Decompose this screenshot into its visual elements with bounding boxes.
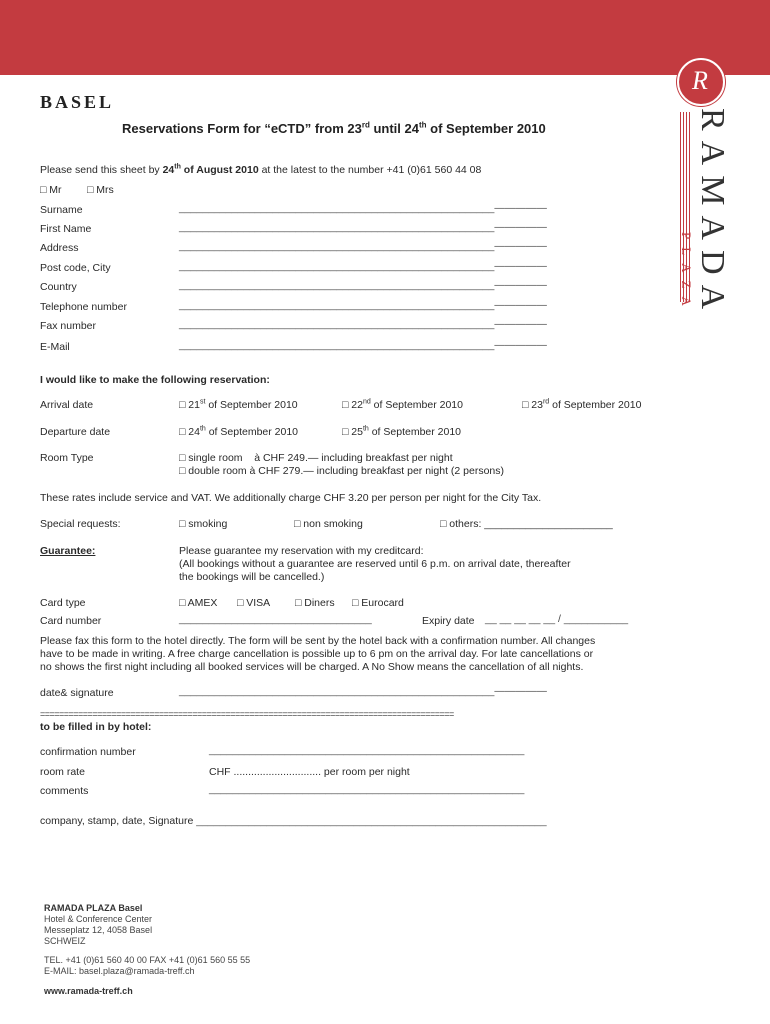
fax-note-line-3: no shows the first night including all booked services will be charged. A No Show means the cancellation of all nights.: [40, 661, 584, 673]
checkbox-non-smoking[interactable]: □ non smoking: [294, 518, 363, 530]
checkbox-departure-24[interactable]: □ 24th of September 2010: [179, 425, 299, 438]
fax-note-line-2: have to be made in writing. A free charge cancellation is possible up to 6 pm on the arrival day. For late cancellations or: [40, 648, 594, 660]
guarantee-label: Guarantee:: [40, 545, 96, 557]
field-line-surname[interactable]: ______________________________________________________—————: [179, 202, 547, 214]
field-label-surname: Surname: [40, 204, 83, 216]
checkbox-amex[interactable]: □ AMEX: [179, 597, 218, 609]
fax-note-line-1: Please fax this form to the hotel directly. The form will be sent by the hotel back with a confirmation number. All changes: [40, 635, 596, 647]
special-requests-label: Special requests:: [40, 518, 121, 530]
signature-label: date& signature: [40, 687, 114, 699]
logo-brand-text: RAMADA: [694, 108, 731, 320]
checkbox-single-room[interactable]: □ single room à CHF 249.— including breakfast per night: [179, 452, 453, 464]
footer-website-link[interactable]: www.ramada-treff.ch: [44, 986, 133, 996]
form-title: Reservations Form for “eCTD” from 23rd until 24th of September 2010: [122, 120, 546, 136]
checkbox-diners[interactable]: □ Diners: [295, 597, 335, 609]
comments-line[interactable]: ______________________________________________________: [209, 783, 525, 795]
field-line-email[interactable]: ______________________________________________________—————: [179, 339, 547, 351]
ramada-logo-emblem: [677, 58, 725, 106]
field-label-first-name: First Name: [40, 223, 92, 235]
company-signature-line[interactable]: ____________________________________________________________: [196, 815, 547, 827]
company-signature-label: company, stamp, date, Signature ____________________________________________________________: [40, 815, 547, 827]
arrival-label: Arrival date: [40, 399, 94, 411]
field-line-telephone[interactable]: ______________________________________________________—————: [179, 299, 547, 311]
room-type-label: Room Type: [40, 452, 94, 464]
field-label-email: E-Mail: [40, 341, 70, 353]
departure-label: Departure date: [40, 426, 111, 438]
field-line-fax[interactable]: ______________________________________________________—————: [179, 318, 547, 330]
field-label-post-code: Post code, City: [40, 262, 111, 274]
field-label-telephone: Telephone number: [40, 301, 127, 313]
guarantee-line-3: the bookings will be cancelled.): [179, 571, 325, 583]
field-line-first-name[interactable]: ______________________________________________________—————: [179, 221, 547, 233]
field-label-fax: Fax number: [40, 320, 97, 332]
field-line-address[interactable]: ______________________________________________________—————: [179, 240, 547, 252]
footer-line-5: E-MAIL: basel.plaza@ramada-treff.ch: [44, 966, 195, 976]
checkbox-arrival-23[interactable]: □ 23rd of September 2010: [522, 398, 642, 411]
field-line-country[interactable]: ______________________________________________________—————: [179, 279, 547, 291]
checkbox-departure-25[interactable]: □ 25th of September 2010: [342, 425, 462, 438]
separator-line: =======================================================================================: [40, 709, 454, 719]
guarantee-line-1: Please guarantee my reservation with my creditcard:: [179, 545, 424, 557]
footer-line-3: SCHWEIZ: [44, 936, 86, 946]
expiry-label: Expiry date: [422, 615, 475, 627]
footer-line-2: Messeplatz 12, 4058 Basel: [44, 925, 153, 935]
comments-label: comments: [40, 785, 89, 797]
expiry-line[interactable]: __ __ __ __ __ / ___________: [485, 613, 629, 625]
intro-text: Please send this sheet by 24th of August 2010 at the latest to the number +41 (0)61 560 44 08: [40, 163, 482, 176]
confirmation-number-label: confirmation number: [40, 746, 136, 758]
signature-line[interactable]: ______________________________________________________—————: [179, 685, 547, 697]
card-type-label: Card type: [40, 597, 86, 609]
footer-hotel-name: RAMADA PLAZA Basel: [44, 903, 143, 913]
field-label-address: Address: [40, 242, 79, 254]
checkbox-visa[interactable]: □ VISA: [237, 597, 271, 609]
confirmation-number-line[interactable]: ______________________________________________________: [209, 744, 525, 756]
checkbox-mrs[interactable]: □ Mrs: [87, 184, 114, 196]
field-line-post-code[interactable]: ______________________________________________________—————: [179, 260, 547, 272]
checkbox-double-room[interactable]: □ double room à CHF 279.— including breakfast per night (2 persons): [179, 465, 505, 477]
city-heading: BASEL: [40, 92, 115, 112]
footer-line-1: Hotel & Conference Center: [44, 914, 153, 924]
room-rate-value[interactable]: CHF .............................. per room per night: [209, 766, 410, 778]
checkbox-arrival-22[interactable]: □ 22nd of September 2010: [342, 398, 463, 411]
reservation-heading: I would like to make the following reservation:: [40, 374, 270, 386]
footer-line-4: TEL. +41 (0)61 560 40 00 FAX +41 (0)61 560 55 55: [44, 955, 251, 965]
checkbox-mr[interactable]: □ Mr: [40, 184, 62, 196]
field-label-country: Country: [40, 281, 77, 293]
checkbox-smoking[interactable]: □ smoking: [179, 518, 228, 530]
hotel-section-heading: to be filled in by hotel:: [40, 721, 152, 733]
logo-sub-text: PLAZA: [679, 232, 694, 314]
rates-note: These rates include service and VAT. We additionally charge CHF 3.20 per person per night for the City Tax.: [40, 492, 542, 504]
checkbox-arrival-21[interactable]: □ 21st of September 2010: [179, 398, 298, 411]
checkbox-others[interactable]: □ others: ______________________: [440, 518, 613, 530]
header-bar: [0, 0, 770, 75]
logo-monogram: R: [692, 66, 708, 95]
card-number-line[interactable]: _________________________________: [179, 613, 372, 625]
room-rate-label: room rate: [40, 766, 85, 778]
checkbox-eurocard[interactable]: □ Eurocard: [352, 597, 404, 609]
guarantee-line-2: (All bookings without a guarantee are reserved until 6 p.m. on arrival date, thereafter: [179, 558, 571, 570]
card-number-label: Card number: [40, 615, 102, 627]
